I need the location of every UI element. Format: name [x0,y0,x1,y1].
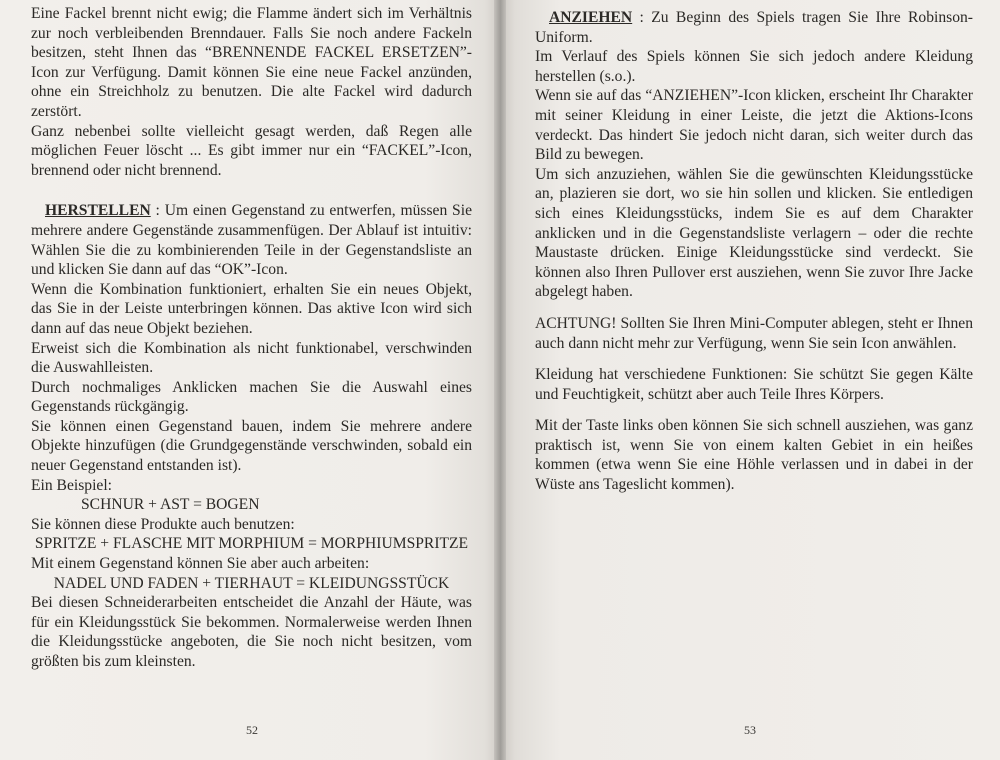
left-page-text [31,4,472,672]
anziehen-p3: Wenn sie auf das “ANZIEHEN”-Icon klicken, erscheint Ihr Charakter mit seiner Kleidung in einer Leiste, die jetzt die Aktions-Icons verdeckt. Das hindert Sie jedoch nicht daran, sich weiter durch das Bild zu bewegen. [535,87,973,164]
herstellen-p3: Erweist sich die Kombination als nicht funktionabel, verschwinden die Auswahlleisten. [31,339,472,377]
achtung-paragraph: ACHTUNG! Sollten Sie Ihren Mini-Computer ablegen, steht er Ihnen auch dann nicht mehr zur Verfügung, wenn Sie sein Icon anwählen. [535,314,973,352]
anziehen-p2: Im Verlauf des Spiels können Sie sich jedoch andere Kleidung herstellen (s.o.). [535,48,973,85]
page-number-left: 52 [246,723,258,737]
herstellen-paragraph [31,201,472,279]
example-formula-1: SCHNUR + AST = BOGEN [81,496,260,514]
taste-paragraph: Mit der Taste links oben können Sie sich schnell ausziehen, was ganz praktisch ist, wenn Sie von einem kalten Gebiet in ein heißes kommen (etwa wenn Sie eine Höhle verlassen und in dabei in der Wüste ans Tageslicht kommen). [535,417,973,494]
herstellen-p6: Sie können diese Produkte auch benutzen: [31,515,295,533]
herstellen-p2: Wenn die Kombination funktioniert, erhalten Sie ein neues Objekt, das Sie in der Leiste unterbringen können. Das aktive Icon wird sich dann auf das neue Objekt beziehen. [31,280,472,337]
example-label: Ein Beispiel: [31,476,112,494]
fackel-paragraph: Eine Fackel brennt nicht ewig; die Flamme ändert sich im Verhältnis zur noch verbleibenden Brenndauer. Falls Sie noch andere Fackeln besitzen, steht Ihnen das “BRENNENDE FACKEL ERSETZEN”-Icon zur Verfügung. Damit können Sie eine neue Fackel anzünden, ohne ein Streichholz zu benutzen. Die alte Fackel wird dadurch zerstört. [31,5,472,120]
herstellen-heading: HERSTELLEN [45,202,151,220]
herstellen-p8: Bei diesen Schneiderarbeiten entscheidet die Anzahl der Häute, was für ein Kleidungsstück Sie bekommen. Normalerweise werden Ihnen die Kleidungsstücke angeboten, die Sie noch nicht besitzen, vom größten bis zum kleinsten. [31,594,472,670]
herstellen-intro: : Um einen Gegenstand zu entwerfen, müssen Sie mehrere andere Gegenstände zusammenfügen. Der Ablauf ist intuitiv: Wählen Sie die zu kombinierenden Teile in der Gegenstandsliste an und klicken Sie dann auf das “OK”-Icon. [31,202,472,279]
anziehen-p4: Um sich anzuziehen, wählen Sie die gewünschten Kleidungsstücke an, plazieren sie dort, wo sie hin sollen und klicken. Sie entledigen sich eines Kleidungsstücks, indem Sie es auf dem Charakter anklicken und in die Gegenstandsliste verlagern – oder die rechte Maustaste drücken. Einige Kleidungsstücke sind verdeckt. Sie können also Ihren Pullover erst ausziehen, wenn Sie zuvor Ihre Jacke abgelegt haben. [535,165,973,301]
example-formula-3: NADEL UND FADEN + TIERHAUT = KLEIDUNGSSTÜCK [53,574,450,592]
right-page-text [535,8,973,495]
anziehen-intro: : Zu Beginn des Spiels tragen Sie Ihre Robinson-Uniform. [535,9,973,46]
kleidung-paragraph: Kleidung hat verschiedene Funktionen: Sie schützt Sie gegen Kälte und Feuchtigkeit, schützt aber auch Teile Ihres Körpers. [535,366,973,403]
herstellen-p4: Durch nochmaliges Anklicken machen Sie die Auswahl eines Gegenstands rückgängig. [31,378,472,416]
anziehen-paragraph [535,8,973,47]
page-number-right: 53 [744,723,756,737]
right-page [500,0,1000,760]
herstellen-p5: Sie können einen Gegenstand bauen, indem Sie mehrere andere Objekte hinzufügen (die Grundgegenstände verschwinden, sobald ein neuer Gegenstand entstanden ist). [31,417,472,475]
anziehen-heading: ANZIEHEN [549,9,633,26]
example-formula-2: SPRITZE + FLASCHE MIT MORPHIUM = MORPHIUMSPRITZE [34,535,469,553]
herstellen-p7: Mit einem Gegenstand können Sie aber auch arbeiten: [31,555,370,573]
regen-paragraph: Ganz nebenbei sollte vielleicht gesagt werden, daß Regen alle möglichen Feuer löscht ... Es gibt immer nur ein “FACKEL”-Icon, brennend oder nicht brennend. [31,122,472,179]
